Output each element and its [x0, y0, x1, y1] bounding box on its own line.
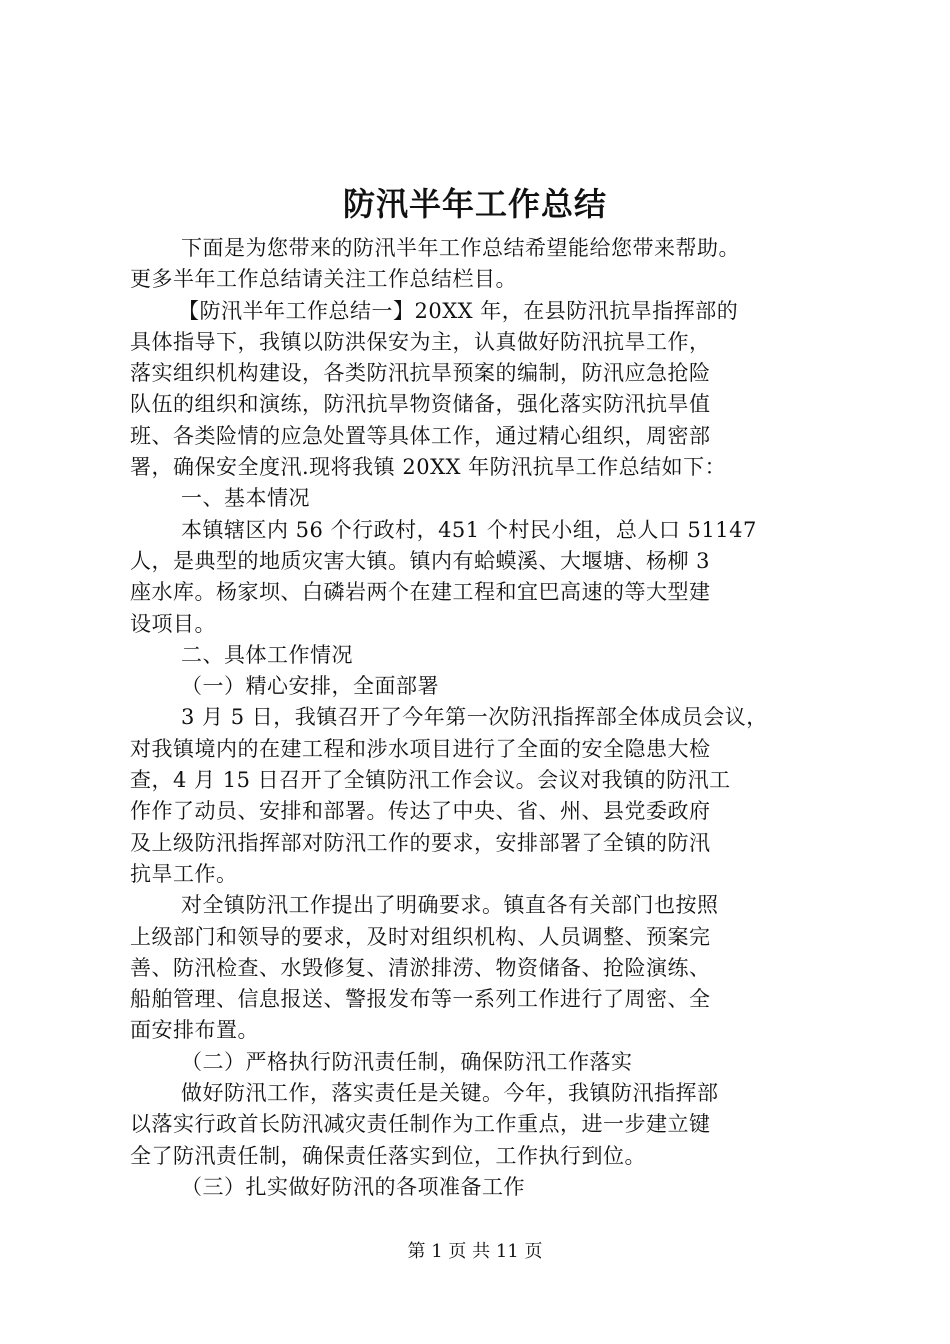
- text-line: 更多半年工作总结请关注工作总结栏目。: [130, 267, 517, 292]
- text-line: 善、防汛检查、水毁修复、清淤排涝、物资储备、抢险演练、: [130, 955, 711, 980]
- text-line: 查，4 月 15 日召开了全镇防汛工作会议。会议对我镇的防汛工: [130, 768, 731, 793]
- subsection-heading: （三）扎实做好防汛的各项准备工作: [181, 1174, 525, 1199]
- section-heading: 一、基本情况: [181, 486, 310, 511]
- text-line: 对全镇防汛工作提出了明确要求。镇直各有关部门也按照: [181, 893, 719, 918]
- text-line: 对我镇境内的在建工程和涉水项目进行了全面的安全隐患大检: [130, 736, 711, 761]
- document-body: [130, 233, 830, 1203]
- text-line: 人，是典型的地质灾害大镇。镇内有蛤蟆溪、大堰塘、杨柳 3: [130, 548, 711, 573]
- text-line: 做好防汛工作，落实责任是关键。今年，我镇防汛指挥部: [181, 1081, 719, 1106]
- text-line: 及上级防汛指挥部对防汛工作的要求，安排部署了全镇的防汛: [130, 830, 711, 855]
- text-line: 队伍的组织和演练，防汛抗旱物资储备，强化落实防汛抗旱值: [130, 392, 711, 417]
- subsection-heading: （一）精心安排，全面部署: [181, 674, 439, 699]
- text-line: 全了防汛责任制，确保责任落实到位，工作执行到位。: [130, 1143, 646, 1168]
- text-line: 座水库。杨家坝、白磷岩两个在建工程和宜巴高速的等大型建: [130, 580, 711, 605]
- text-line: 船舶管理、信息报送、警报发布等一系列工作进行了周密、全: [130, 987, 711, 1012]
- text-line: 3 月 5 日，我镇召开了今年第一次防汛指挥部全体成员会议，: [181, 705, 768, 730]
- subsection-heading: （二）严格执行防汛责任制，确保防汛工作落实: [181, 1049, 633, 1074]
- text-line: 班、各类险情的应急处置等具体工作，通过精心组织，周密部: [130, 423, 711, 448]
- text-line: 署，确保安全度汛.现将我镇 20XX 年防汛抗旱工作总结如下：: [130, 455, 727, 480]
- text-line: 设项目。: [130, 611, 216, 636]
- text-line: 以落实行政首长防汛减灾责任制作为工作重点，进一步建立键: [130, 1112, 711, 1137]
- section-heading: 二、具体工作情况: [181, 642, 353, 667]
- page-number-footer: 第 1 页 共 11 页: [407, 1241, 543, 1262]
- text-line: 上级部门和领导的要求，及时对组织机构、人员调整、预案完: [130, 924, 711, 949]
- text-line: 落实组织机构建设，各类防汛抗旱预案的编制，防汛应急抢险: [130, 361, 711, 386]
- text-line: 具体指导下，我镇以防洪保安为主，认真做好防汛抗旱工作，: [130, 329, 711, 354]
- text-line: 作作了动员、安排和部署。传达了中央、省、州、县党委政府: [130, 799, 711, 824]
- text-line: 【防汛半年工作总结一】20XX 年，在县防汛抗旱指挥部的: [178, 298, 739, 323]
- text-line: 面安排布置。: [130, 1018, 259, 1043]
- text-line: 下面是为您带来的防汛半年工作总结希望能给您带来帮助。: [181, 236, 740, 260]
- document-title: 防汛半年工作总结: [342, 185, 607, 223]
- text-line: 抗旱工作。: [130, 861, 238, 886]
- text-line: 本镇辖区内 56 个行政村，451 个村民小组，总人口 51147: [181, 517, 757, 542]
